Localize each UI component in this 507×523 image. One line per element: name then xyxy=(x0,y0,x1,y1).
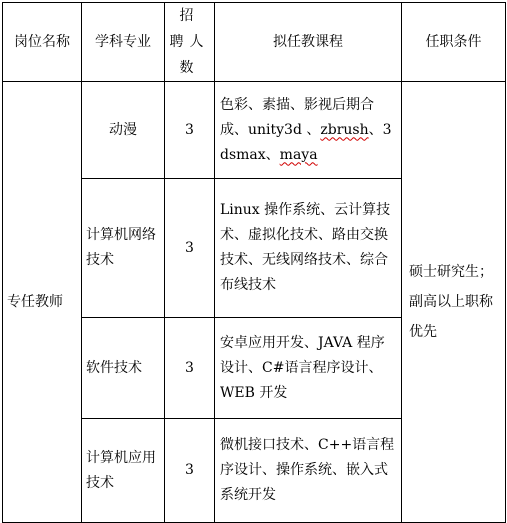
course-text: 、 xyxy=(265,146,280,163)
count-cell: 3 xyxy=(165,318,215,419)
count-cell: 3 xyxy=(165,179,215,318)
courses-cell: 微机接口技术、C++语言程序设计、操作系统、嵌入式系统开发 xyxy=(215,419,402,523)
course-text: unity3d xyxy=(248,121,302,138)
position-name-cell: 专任教师 xyxy=(3,82,82,523)
courses-cell xyxy=(215,82,402,179)
major-cell: 软件技术 xyxy=(82,318,165,419)
conditions-cell: 硕士研究生；副高以上职称优先 xyxy=(402,82,506,523)
spellcheck-underlined-text: maya xyxy=(279,146,318,163)
header-position-name: 岗位名称 xyxy=(3,3,82,82)
header-courses: 拟任教课程 xyxy=(215,3,402,82)
major-cell: 动漫 xyxy=(82,82,165,179)
count-cell: 3 xyxy=(165,82,215,179)
spellcheck-underlined-text: zbrush xyxy=(320,121,369,138)
count-cell: 3 xyxy=(165,419,215,523)
header-conditions: 任职条件 xyxy=(402,3,506,82)
courses-cell: 安卓应用开发、JAVA 程序设计、C#语言程序设计、WEB 开发 xyxy=(215,318,402,419)
course-text: 、 xyxy=(301,121,321,138)
course-text: 色彩、素描、影视后期合成、 xyxy=(220,96,374,138)
courses-cell: Linux 操作系统、云计算技术、虚拟化技术、路由交换技术、无线网络技术、综合布线技术 xyxy=(215,179,402,318)
header-recruit-count: 招 聘人数 xyxy=(165,3,215,82)
header-major: 学科专业 xyxy=(82,3,165,82)
recruitment-table xyxy=(2,2,506,523)
major-cell: 计算机应用技术 xyxy=(82,419,165,523)
header-row xyxy=(3,3,506,82)
major-cell: 计算机网络技术 xyxy=(82,179,165,318)
course-text: 3dsmax xyxy=(220,121,392,163)
table-row xyxy=(3,82,506,179)
course-text: 、 xyxy=(368,121,383,138)
